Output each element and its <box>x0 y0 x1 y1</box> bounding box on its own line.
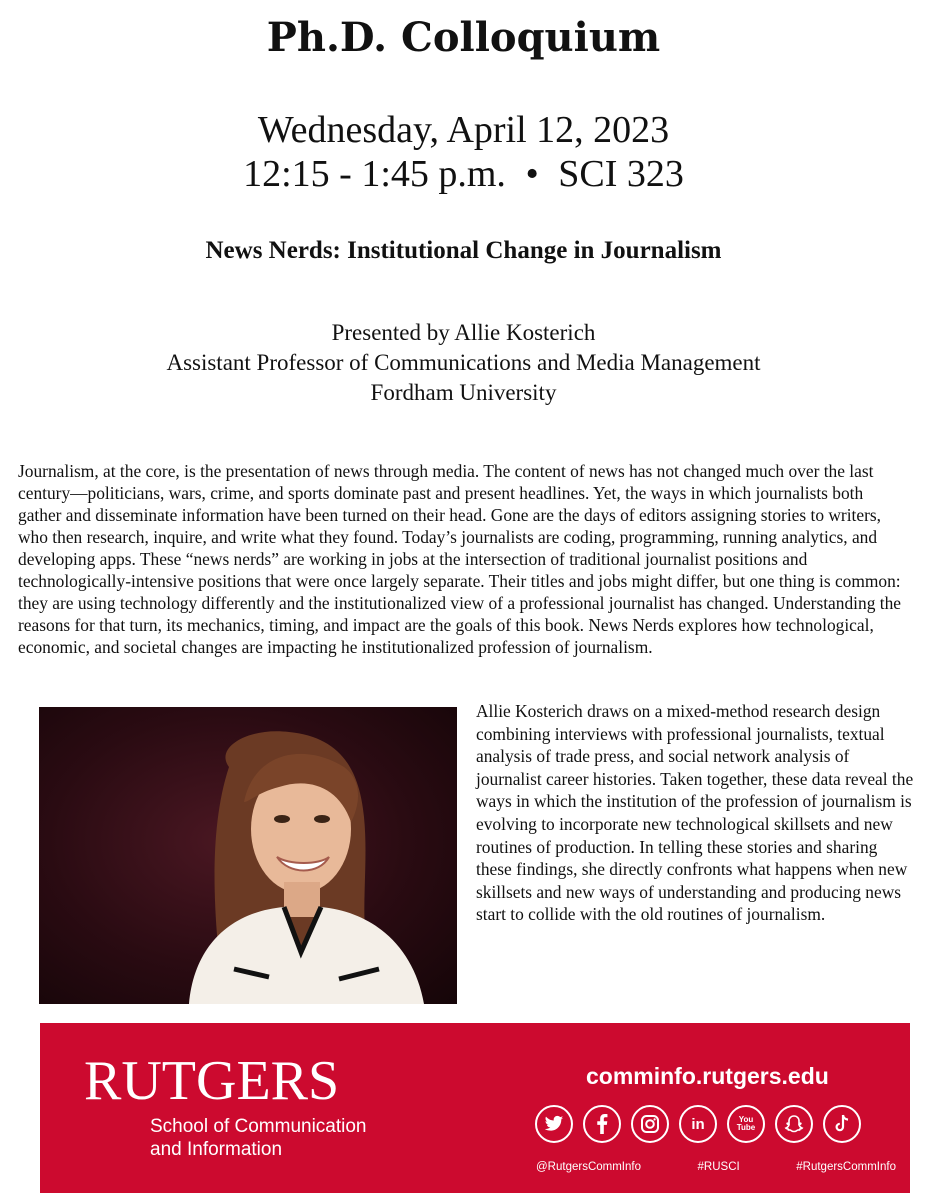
twitter-icon <box>535 1105 573 1143</box>
rutgers-logo: RUTGERS <box>84 1050 340 1112</box>
hashtag-rusci: #RUSCI <box>697 1161 740 1173</box>
website-url: comminfo.rutgers.edu <box>586 1063 829 1089</box>
event-datetime <box>0 108 927 196</box>
abstract-paragraph: Journalism, at the core, is the presentation of news through media. The content of news has not changed much over the last century—politicians, wars, crime, and sports dominate past and present headlines. Yet, the ways in which journalists both gather and disseminate information have been turned on their head. Gone are the days of editors assigning stories to writers, who then research, inquire, and write what they found. Today’s journalists are coding, programming, running analytics, and developing apps. These “news nerds” are working in jobs at the intersection of traditional journalist positions and technologically-intensive positions that were once largely separate. Their titles and jobs might differ, but one thing is common: they are using technology differently and the institutionalized view of a professional journalist has changed. Understanding the reasons for that turn, its mechanics, timing, and impact are the goals of this book. News Nerds explores how technological, economic, and societal changes are impacting he institutionalized profession of journalism. <box>18 461 901 657</box>
bullet-separator: • <box>525 153 539 195</box>
event-location: SCI 323 <box>558 153 684 195</box>
presenter-affiliation: Fordham University <box>370 380 557 405</box>
school-line-1: School of Communication <box>150 1116 367 1137</box>
social-handles <box>536 1161 896 1173</box>
facebook-icon <box>583 1105 621 1143</box>
instagram-icon <box>631 1105 669 1143</box>
event-date: Wednesday, April 12, 2023 <box>257 109 670 151</box>
presenter-bio: Allie Kosterich draws on a mixed-method research design combining interviews with professional journalists, textual analysis of trade press, and social network analysis of journalist career histories. Taken together, these data reveal the ways in which the institution of the profession of journalism is evolving to incorporate new technological skillsets and new routines of production. In telling these stories and sharing these findings, she directly confronts what happens when new skillsets and new ways of understanding and producing news start to collide with the old routines of journalism. <box>476 701 914 925</box>
hashtag-rutgerscomminfo: #RutgersCommInfo <box>796 1161 896 1173</box>
presenter-block <box>0 318 927 408</box>
linkedin-icon: in <box>679 1105 717 1143</box>
youtube-icon: You Tube <box>727 1105 765 1143</box>
presenter-position: Assistant Professor of Communications and Media Management <box>166 350 761 375</box>
tiktok-icon <box>823 1105 861 1143</box>
event-time-location <box>0 152 927 196</box>
school-line-2: and Information <box>150 1139 283 1160</box>
handle-rutgerscomminfo: @RutgersCommInfo <box>536 1161 641 1173</box>
social-icons <box>535 1105 895 1143</box>
school-name <box>150 1115 367 1161</box>
snapchat-icon <box>775 1105 813 1143</box>
event-title: Ph.D. Colloquium <box>266 14 661 61</box>
portrait-illustration <box>39 707 457 1004</box>
presenter-photo <box>39 707 457 1004</box>
talk-title: News Nerds: Institutional Change in Journalism <box>205 237 722 264</box>
footer-banner <box>40 1023 910 1193</box>
event-time: 12:15 - 1:45 p.m. <box>243 153 506 195</box>
presenter-name: Presented by Allie Kosterich <box>331 320 596 345</box>
